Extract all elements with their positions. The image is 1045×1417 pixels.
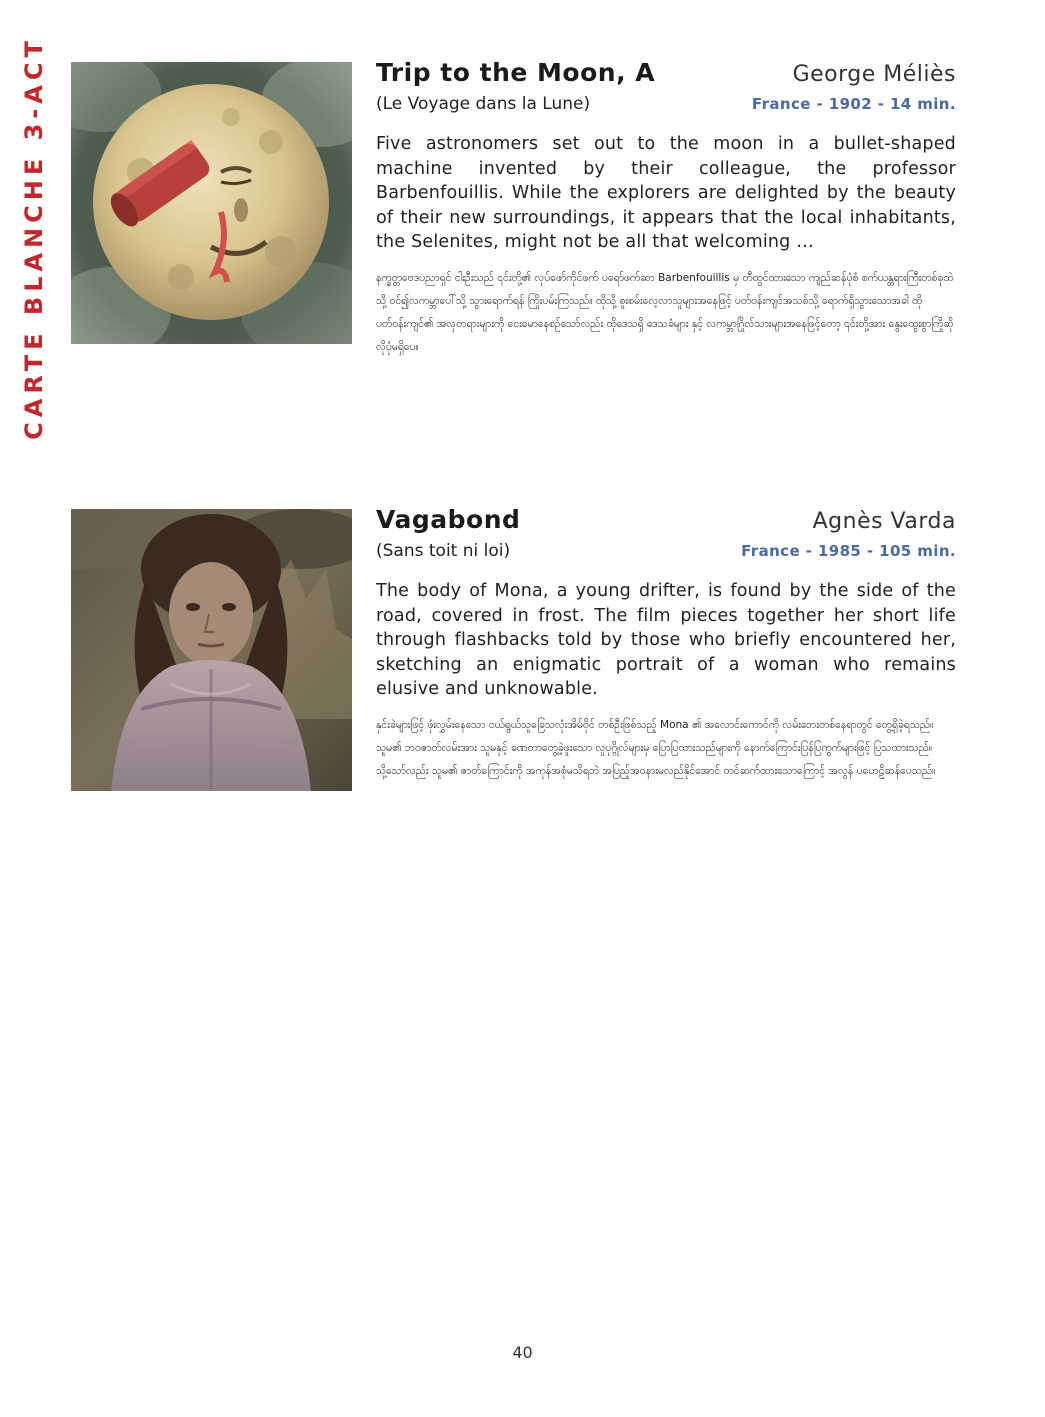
title-row (376, 505, 956, 537)
synopsis-english: The body of Mona, a young drifter, is found by the side of the road, covered in frost. The film pieces together her short life through flashbacks told by those who briefly encountered her, sketching an enigmatic portrait of a woman who remains elusive and unknowable. (376, 581, 956, 699)
title-row (376, 58, 956, 90)
woman-in-blanket-still-image (71, 509, 352, 791)
film-director: George Méliès (792, 62, 956, 87)
original-title: (Le Voyage dans la Lune) (376, 94, 591, 114)
synopsis-english: Five astronomers set out to the moon in a bullet-shaped machine invented by their colleague, the professor Barbenfouillis. While the explorers are delighted by the beauty of their new surroundings, it appears that the local inhabitants, the Selenites, might not be all that welcoming … (376, 134, 956, 252)
side-heading (14, 36, 54, 440)
moon-still-image (71, 62, 352, 344)
film-info (376, 505, 956, 783)
synopsis-burmese: နှင်းခဲများဖြင့် ဖုံးလွှမ်းနေသော ငယ်ရွယ်သူခြေသလုံးအိမ်ဝိုင် တစ်ဦးဖြစ်သည့် Mona ၏ အလောင်းကောင်ကို လမ်းဘေးတစ်နေရာတွင် တွေ့ရှိခဲ့ရသည်။ သူမ၏ ဘဝဇာတ်လမ်းအား သူမနှင့် ခဏတာတွေ့ခဲ့ဖူးသော လူပုဂ္ဂိုလ်များမှ ပြောပြထားသည်များကို နောက်ကြောင်းပြန်ပြကွက်များဖြင့် ပြသထားသည်။ သို့သော်လည်း သူမ၏ ဇာတ်ကြောင်းကို အကုန်အစုံမသိရဘဲ အပြည့်အဝနားမလည်နိုင်အောင် တင်ဆက်ထားသောကြောင့် အလွန် ပဟေဠိဆန်ပေသည်။ (376, 718, 936, 777)
page-number: 40 (512, 1343, 533, 1362)
film-director: Agnès Varda (812, 509, 956, 534)
film-meta: France - 1902 - 14 min. (751, 95, 956, 113)
film-still-moon (71, 62, 352, 344)
side-heading-text: CARTE BLANCHE 3-ACT (20, 36, 48, 440)
film-title: Trip to the Moon, A (376, 58, 656, 87)
film-meta: France - 1985 - 105 min. (741, 542, 956, 560)
synopsis-burmese: နက္ခတ္တဗေဒပညာရှင် ငါးဦးသည် ၎င်းတို့၏ လုပ်ဖော်ကိုင်ဖက် ပရော်ဖက်ဆာ Barbenfouillis မှ တီထွင်ထားသော ကျည်ဆန်ပုံစံ စက်ယန္တရားကြီးတစ်ခုထဲသို့ ဝင်၍လကမ္ဘာပေါ်သို့ သွားရောက်ရန် ကြိုးပမ်းကြသည်။ ထိုသို့ စူးစမ်းလေ့လာသူများအနေဖြင့် ပတ်ဝန်းကျင်အသစ်သို့ ရောက်ရှိသွားသောအခါ ထိုပတ်ဝန်းကျင်၏ အလှတရားများကို ငေးမောနေစဉ်သော်လည်း ထိုဒေသရှိ ဒေသခံများ နှင့် လကမ္ဘာဂြိုလ်သားများအနေဖြင့်တော့ ၎င်းတို့အား နွေးထွေးစွာကြိုဆိုလိုပုံမရှိပေ။ (376, 271, 954, 353)
film-still-vagabond (71, 509, 352, 791)
subtitle-row (376, 541, 956, 563)
subtitle-row (376, 94, 956, 116)
original-title: (Sans toit ni loi) (376, 541, 511, 561)
film-title: Vagabond (376, 505, 521, 534)
film-info (376, 58, 956, 359)
